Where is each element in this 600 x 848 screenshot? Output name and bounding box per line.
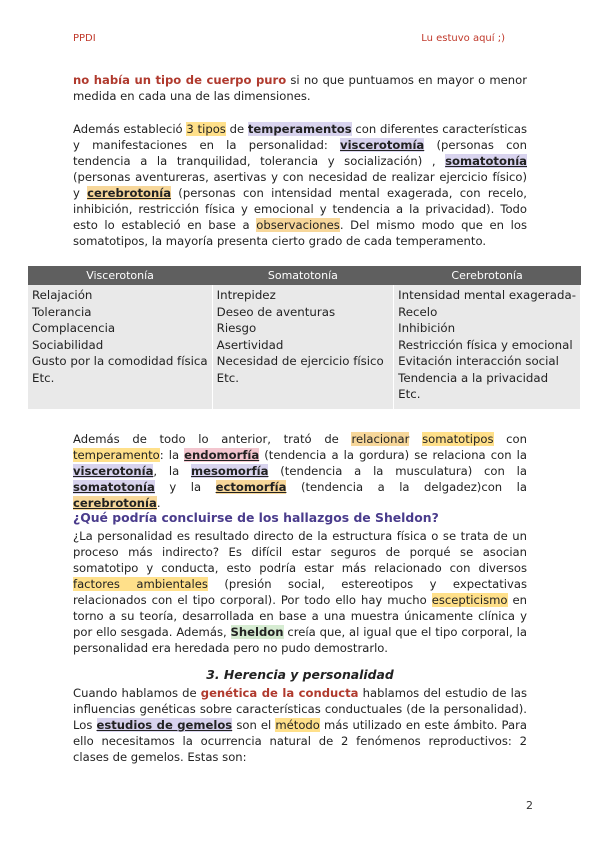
highlight-somatotonia-2: somatotonía [73, 480, 155, 494]
list-item: Gusto por la comodidad física [32, 354, 208, 368]
list-item: Evitación interacción social [398, 354, 559, 368]
header-viscerotonia: Viscerotonía [28, 266, 212, 285]
highlight-ectomorfia: ectomorfía [215, 480, 287, 494]
text: : la [159, 448, 185, 462]
section-heading: 3. Herencia y personalidad [206, 667, 394, 682]
header-somatotonia: Somatotonía [212, 266, 394, 285]
highlight-viscerotonia: viscerotonía [73, 464, 154, 478]
text: (tendencia a la delgadez)con la [286, 480, 527, 494]
section-question-heading: ¿Qué podría concluirse de los hallazgos de Sheldon? [73, 510, 439, 525]
paragraph-5 [73, 685, 527, 765]
temperament-table [28, 266, 581, 409]
highlight-estudios-gemelos: estudios de gemelos [96, 718, 233, 732]
highlight-endomorfia: endomorfía [184, 448, 260, 462]
highlight-somatotonia: somatotonía [445, 154, 527, 168]
text: con [493, 432, 527, 446]
table-header-row [28, 266, 581, 285]
highlight-sheldon: Sheldon [230, 625, 284, 639]
text: si no que puntuamos en mayor o menor medida en cada una de las dimensiones. [73, 73, 527, 103]
text: Además de todo lo anterior, trató de [73, 432, 352, 446]
text: (presión social, estereotipos y expectativas relacionados con el tipo corporal). Por todo ello hay mucho [73, 577, 528, 607]
text [409, 432, 422, 446]
paragraph-4 [73, 528, 527, 656]
text: . Del mismo modo que en los somatotipos, la mayoría presenta cierto grado de cada temperamento. [73, 218, 527, 248]
highlight-somatotipos: somatotipos [422, 432, 494, 446]
highlight-relacionar: relacionar [351, 432, 410, 446]
list-item: Necesidad de ejercicio físico [216, 354, 384, 368]
text: creía que, al igual que el tipo corporal, la personalidad era heredada pero no pudo demostrarlo. [73, 625, 527, 655]
list-item: Inhibición [398, 321, 456, 335]
text: hablamos del estudio de las influencias genéticas sobre características conductuales (de la personalidad). Los [73, 686, 527, 732]
key-phrase-genetica: genética de la conducta [200, 686, 359, 700]
text: y la [154, 480, 216, 494]
text: (personas con tendencia a la tranquilidad, tolerancia y socialización) , [73, 138, 527, 168]
highlight-3-tipos: 3 tipos [186, 122, 226, 136]
text: (tendencia a la musculatura) con la [268, 464, 527, 478]
text: más utilizado en este ámbito. Para ello necesitamos la ocurrencia natural de 2 fenómenos reproductivos: 2 clases de gemelos. Estas son: [73, 718, 527, 764]
list-item: Etc. [398, 387, 421, 401]
list-item: Etc. [216, 370, 239, 385]
text: , la [153, 464, 192, 478]
highlight-observaciones: observaciones [256, 218, 340, 232]
list-item: Tolerancia [32, 304, 92, 319]
list-item: Tendencia a la privacidad [398, 370, 549, 385]
highlight-cerebrotonia: cerebrotonía [87, 186, 172, 200]
list-item: Deseo de aventuras [216, 304, 336, 319]
table-row [28, 285, 581, 409]
list-item: Riesgo [216, 321, 257, 335]
highlight-factores-ambientales: factores ambientales [73, 577, 208, 591]
text: Además estableció [73, 122, 187, 136]
text: ¿La personalidad es resultado directo de la estructura física o se trata de un proceso más indirecto? Es difícil estar seguros de porqué se asocian somatotipo y conducta, esto podría estar más relacionado con diversos [73, 529, 527, 575]
highlight-mesomorfia: mesomorfía [191, 464, 269, 478]
list-item: Intrepidez [216, 288, 276, 302]
text: . [156, 496, 161, 510]
text: (personas con intensidad mental exagerada, con recelo, inhibición, restricción física y emocional y tendencia a la privacidad). Todo esto lo estableció en base a [73, 186, 527, 232]
text: (tendencia a la gordura) se relaciona con la [259, 448, 527, 462]
header-right: Lu estuvo aquí ;) [421, 33, 505, 44]
column-cerebrotonia [394, 285, 581, 409]
list-item: Intensidad mental exagerada- [398, 288, 576, 302]
text: son el [232, 718, 276, 732]
highlight-cerebrotonia-2: cerebrotonía [73, 496, 157, 510]
paragraph-3 [73, 431, 527, 511]
highlight-temperamentos: temperamentos [247, 122, 352, 136]
list-item: Asertividad [216, 337, 284, 352]
key-phrase: no había un tipo de cuerpo puro [73, 73, 287, 87]
text: (personas aventureras, asertivas y con necesidad de realizar ejercicio físico) y [73, 170, 527, 200]
text: con diferentes características y manifestaciones en la personalidad: [73, 122, 527, 152]
highlight-viscerotomia: viscerotomía [340, 138, 425, 152]
text: Cuando hablamos de [73, 686, 201, 700]
list-item: Relajación [32, 288, 93, 302]
list-item: Complacencia [32, 321, 116, 335]
column-somatotonia [212, 285, 394, 409]
header-cerebrotonia: Cerebrotonía [394, 266, 581, 285]
header-left: PPDI [73, 33, 96, 44]
highlight-escepticismo: escepticismo [431, 593, 508, 607]
text: en torno a su teoría, desarrollada en base a una muestra únicamente clínica y por ello sesgada. Además, [73, 593, 527, 639]
column-viscerotonia [28, 285, 212, 409]
list-item: Recelo [398, 304, 438, 319]
highlight-temperamento: temperamento [73, 448, 160, 462]
paragraph-1 [73, 72, 527, 104]
highlight-metodo: método [275, 718, 320, 732]
page-number: 2 [526, 799, 533, 812]
list-item: Sociabilidad [32, 337, 104, 352]
list-item: Etc. [32, 370, 55, 385]
list-item: Restricción física y emocional [398, 337, 573, 352]
paragraph-2 [73, 121, 527, 249]
text: de [225, 122, 248, 136]
